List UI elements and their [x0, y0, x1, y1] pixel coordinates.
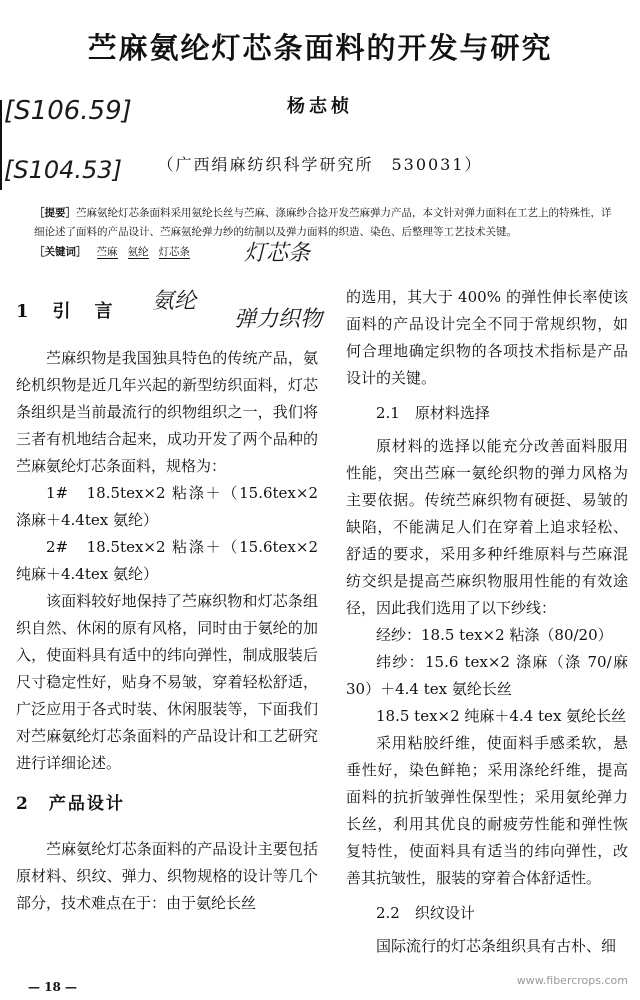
- weft-yarn-line-2: 18.5 tex×2 纯麻＋4.4 tex 氨纶长丝: [376, 707, 627, 725]
- left-column: [16, 290, 318, 917]
- weft-yarn-line: 纬纱：15.6 tex×2 涤麻（涤 70/麻 30）＋4.4 tex 氨纶长丝: [346, 653, 628, 698]
- paragraph: 的选用，其大于 400% 的弹性伸长率使该面料的产品设计完全不同于常规织物，如何合理地确定织物的各项技术指标是产品设计的关键。: [346, 288, 628, 387]
- paragraph: 苎麻织物是我国独具特色的传统产品，氨纶机织物是近几年兴起的新型纺织面料，灯芯条组织是当前最流行的织物组织之一，我们将三者有机地结合起来，成功开发了两个品种的苎麻氨纶灯芯条面料，规格为：: [16, 349, 318, 475]
- right-column: [346, 284, 628, 960]
- keyword-item: 氨纶: [127, 246, 149, 258]
- abstract: [34, 204, 614, 242]
- section-heading-product-design: 2 产品设计: [16, 794, 125, 814]
- subsection-heading-weave: 2.2 织纹设计: [376, 904, 475, 922]
- paper-title: 苎麻氨纶灯芯条面料的开发与研究: [87, 31, 553, 65]
- handwritten-note-anlun: 氨纶: [152, 289, 197, 314]
- paragraph: 采用粘胶纤维，使面料手感柔软，悬垂性好，染色鲜艳；采用涤纶纤维，提高面料的抗折皱弹性保型性；采用氨纶弹力长丝，利用其优良的耐疲劳性能和弹性恢复特性，使面料具有适当的纬向弹性，改善其抗皱性，服装的穿着合体舒适性。: [346, 734, 628, 887]
- author-affiliation: （广西绢麻纺织科学研究所 530031）: [157, 155, 483, 174]
- abstract-text: 苎麻氨纶灯芯条面料采用氨纶长丝与苎麻、涤麻纱合捻开发苎麻弹力产品，本文针对弹力面料在工艺上的特殊性，详细论述了面料的产品设计、苎麻氨纶弹力纱的纺制以及弹力面料的织造、染色、后整理等工艺技术关键。: [34, 207, 612, 238]
- paragraph: 国际流行的灯芯条组织具有古朴、细: [376, 937, 617, 955]
- spec-line: 2# 18.5tex×2 粘涤＋（15.6tex×2 纯麻＋4.4tex 氨纶）: [16, 538, 318, 583]
- keyword-item: 苎麻: [96, 246, 118, 258]
- keywords-label: ［关键词］: [34, 246, 87, 258]
- keywords: [34, 244, 434, 259]
- page-number: — 18 —: [28, 980, 78, 994]
- handwritten-note-dengxintiao: 灯芯条: [244, 241, 311, 266]
- author-name: 杨志桢: [287, 96, 353, 117]
- spec-line: 1# 18.5tex×2 粘涤＋（15.6tex×2 涤麻＋4.4tex 氨纶）: [16, 484, 318, 529]
- paragraph: 原材料的选择以能充分改善面料服用性能，突出苎麻一氨纶织物的弹力风格为主要依据。传统苎麻织物有硬挺、易皱的缺陷，不能满足人们在穿着上追求轻松、舒适的要求，采用多种纤维原料与苎麻混纺交织是提高苎麻织物服用性能的有效途径，因此我们选用了以下纱线：: [346, 437, 628, 617]
- watermark: www.fibercrops.com: [516, 974, 628, 987]
- paragraph: 苎麻氨纶灯芯条面料的产品设计主要包括原材料、织纹、弹力、织物规格的设计等几个部分，技术难点在于：由于氨纶长丝: [16, 840, 318, 912]
- paragraph: 该面料较好地保持了苎麻织物和灯芯条组织自然、休闲的原有风格，同时由于氨纶的加入，使面料具有适中的纬向弹性，制成服装后尺寸稳定性好，贴身不易皱，穿着轻松舒适，广泛应用于各式时装、休闲服装等，下面我们对苎麻氨纶灯芯条面料的产品设计和工艺研究进行详细论述。: [16, 592, 318, 772]
- warp-yarn-line: 经纱：18.5 tex×2 粘涤（80/20）: [376, 626, 613, 644]
- section-heading-introduction: 1 引 言: [16, 301, 116, 322]
- handwritten-note-tanlizhiwu: 弹力织物: [234, 307, 323, 332]
- abstract-label: ［提要］: [34, 207, 76, 219]
- handwritten-code-2: [S104.53]: [4, 156, 122, 184]
- subsection-heading-materials: 2.1 原材料选择: [376, 404, 490, 422]
- handwritten-code-1: [S106.59]: [4, 96, 132, 126]
- keyword-item: 灯芯条: [158, 246, 190, 258]
